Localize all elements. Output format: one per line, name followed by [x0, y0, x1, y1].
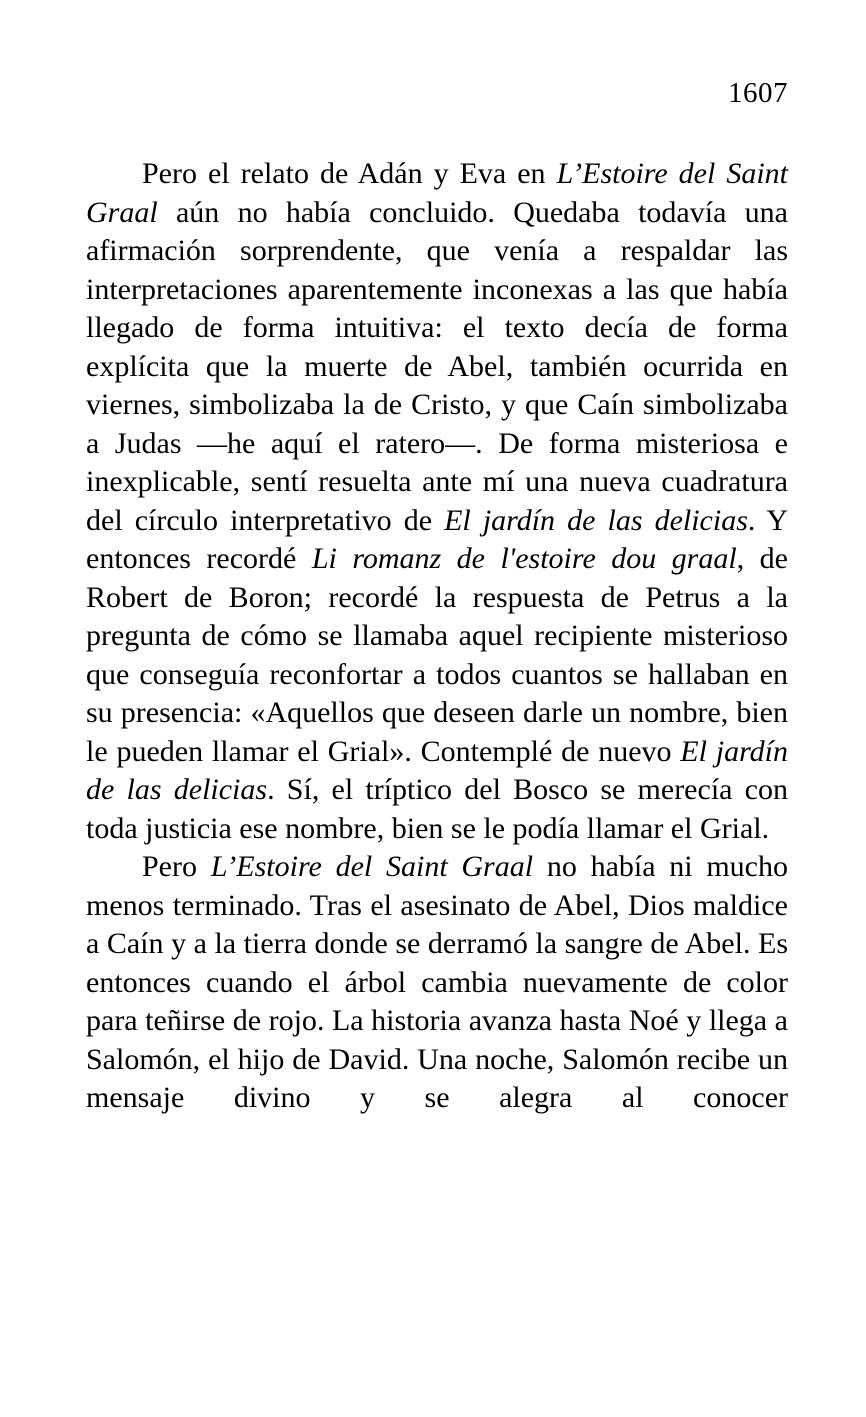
text-run: . Y entonces recordé [86, 503, 789, 575]
text-body [86, 155, 788, 1118]
text-run: aún no había concluido. Quedaba todavía una afirmación sorprendente, que venía a respaldar las interpretaciones aparentemente inconexas a las que había llegado de forma intuitiva: el texto decía de forma explícita que la muerte de Abel, también ocurrida en viernes, simbolizaba la de Cristo, y que Caín simbolizaba a Judas —he aquí el ratero—. De forma misteriosa e inexplicable, sentí resuelta ante mí una nueva cuadratura del círculo interpretativo de [86, 195, 788, 537]
book-title-italic-run: El jardín de las delicias [86, 734, 788, 806]
paragraph [86, 155, 788, 848]
book-title-italic-run: L’Estoire del Saint Graal [210, 850, 534, 883]
page-number: 1607 [728, 77, 788, 109]
book-title-italic-run: El jardín de las delicias [444, 503, 748, 537]
book-title-italic-run: Li romanz de l'estoire dou graal [311, 542, 737, 575]
text-run: Pero [142, 850, 211, 883]
text-run: , de Robert de Boron; recordé la respuesta de Petrus a la pregunta de cómo se llamaba aquel recipiente misterioso que conseguía reconfortar a todos cuantos se hallaban en su presencia: «Aquellos que deseen darle un nombre, bien le pueden llamar el Grial». Contemplé de nuevo [86, 542, 788, 768]
text-run: Pero el relato de Adán y Eva en [142, 157, 557, 190]
paragraph [86, 848, 788, 1118]
book-title-italic-run: L’Estoire del Saint Graal [86, 157, 788, 229]
text-run: no había ni mucho menos terminado. Tras el asesinato de Abel, Dios maldice a Caín y a la tierra donde se derramó la sangre de Abel. Es entonces cuando el árbol cambia nuevamente de color para teñirse de rojo. La historia avanza hasta Noé y llega a Salomón, el hijo de David. Una noche, Salomón recibe un mensaje divino y se alegra al conocer [86, 850, 788, 1114]
text-run: . Sí, el tríptico del Bosco se merecía con toda justicia ese nombre, bien se le podía llamar el Grial. [86, 773, 788, 845]
